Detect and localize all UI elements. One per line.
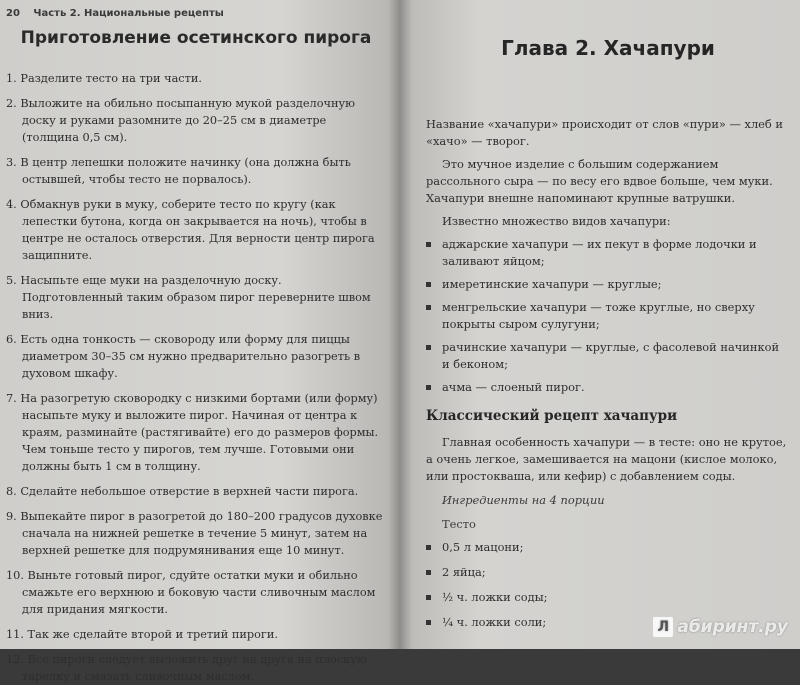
- ingredient-group-label: Тесто: [442, 517, 476, 531]
- ingredient-item: ¼ ч. ложки соли;: [426, 614, 790, 631]
- square-bullet-icon: [426, 345, 431, 350]
- square-bullet-icon: [426, 242, 431, 247]
- square-bullet-icon: [426, 385, 431, 390]
- step-item: 8. Сделайте небольшое отверстие в верхней части пирога.: [6, 485, 359, 498]
- square-bullet-icon: [426, 305, 431, 310]
- step-item: 6. Есть одна тонкость — сковороду или форму для пиццы диаметром 30–35 см нужно предварительно разогреть в духовом шкафу.: [6, 333, 361, 380]
- square-bullet-icon: [426, 282, 431, 287]
- step-item: 4. Обмакнув руки в муку, соберите тесто по кругу (как лепестки бутона, когда он закрывается на ночь), чтобы в центре не осталось отверстия. Для верности центр пирога защипните.: [6, 198, 375, 262]
- classic-paragraph: Главная особенность хачапури — в тесте: оно не крутое, а очень легкое, замешивается на мацони (кислое молоко, или простокваша, или кефир) с добавлением соды.: [426, 435, 787, 483]
- intro-paragraph: Название «хачапури» происходит от слов «пури» — хлеб и «хачо» — творог.: [426, 117, 783, 148]
- ingredients-heading: Ингредиенты на 4 порции: [442, 493, 605, 507]
- step-item: 3. В центр лепешки положите начинку (она должна быть остывшей, чтобы тесто не порвалось).: [6, 156, 351, 186]
- type-item: менгрельские хачапури — тоже круглые, но сверху покрыты сыром сулугуни;: [426, 299, 790, 333]
- step-item: 5. Насыпьте еще муки на разделочную доску. Подготовленный таким образом пирог переверните швом вниз.: [6, 274, 371, 321]
- ingredient-item: ½ ч. ложки соды;: [426, 589, 790, 606]
- labirint-logo-icon: Л: [653, 617, 673, 637]
- step-item: 12. Все пироги следует выложить друг на друга на плоскую тарелку и смазать сливочным маслом.: [6, 653, 367, 683]
- chapter-title: Глава 2. Хачапури: [501, 36, 715, 60]
- square-bullet-icon: [426, 620, 431, 625]
- page-number: 20: [6, 8, 20, 19]
- type-item: аджарские хачапури — их пекут в форме лодочки и заливают яйцом;: [426, 236, 790, 270]
- types-list: [426, 236, 790, 396]
- recipe-title: Приготовление осетинского пирога: [20, 28, 372, 48]
- square-bullet-icon: [426, 595, 431, 600]
- ingredient-item: 2 яйца;: [426, 564, 790, 581]
- step-item: 11. Так же сделайте второй и третий пироги.: [6, 628, 278, 641]
- square-bullet-icon: [426, 545, 431, 550]
- step-item: 9. Выпекайте пирог в разогретой до 180–200 градусов духовке сначала на нижней решетке в течение 5 минут, затем на верхней решетке для подрумянивания еще 10 минут.: [6, 510, 383, 557]
- step-item: 2. Выложите на обильно посыпанную мукой разделочную доску и руками разомните до 20–25 см в диаметре (толщина 0,5 см).: [6, 97, 356, 144]
- running-head-text: Часть 2. Национальные рецепты: [33, 8, 224, 19]
- watermark-text: абиринт.ру: [677, 617, 788, 637]
- steps-list: [6, 70, 386, 685]
- running-head: [6, 8, 386, 22]
- labirint-watermark: [653, 617, 788, 637]
- square-bullet-icon: [426, 570, 431, 575]
- left-page: [0, 0, 400, 683]
- section-subheading: Классический рецепт хачапури: [426, 408, 678, 424]
- intro-paragraph: Известно множество видов хачапури:: [442, 214, 671, 228]
- ingredient-item: 0,5 л мацони;: [426, 539, 790, 556]
- intro-paragraph: Это мучное изделие с большим содержанием рассольного сыра — по весу его вдвое больше, чем муки. Хачапури внешне напоминают крупные ватрушки.: [426, 157, 773, 205]
- type-item: ачма — слоеный пирог.: [426, 379, 790, 396]
- step-item: 10. Выньте готовый пирог, сдуйте остатки муки и обильно смажьте его верхнюю и боковую части сливочным маслом для придания мягкости.: [6, 569, 376, 616]
- type-item: рачинские хачапури — круглые, с фасолевой начинкой и беконом;: [426, 339, 790, 373]
- step-item: 7. На разогретую сковородку с низкими бортами (или форму) насыпьте муку и выложите пирог. Начиная от центра к краям, разминайте (растягивайте) его до размеров формы. Чем тоньше тесто у пирогов, тем лучше. Готовыми они должны быть 1 см в толщину.: [6, 392, 379, 473]
- type-item: имеретинские хачапури — круглые;: [426, 276, 790, 293]
- right-page: [400, 0, 800, 649]
- step-item: 1. Разделите тесто на три части.: [6, 72, 203, 85]
